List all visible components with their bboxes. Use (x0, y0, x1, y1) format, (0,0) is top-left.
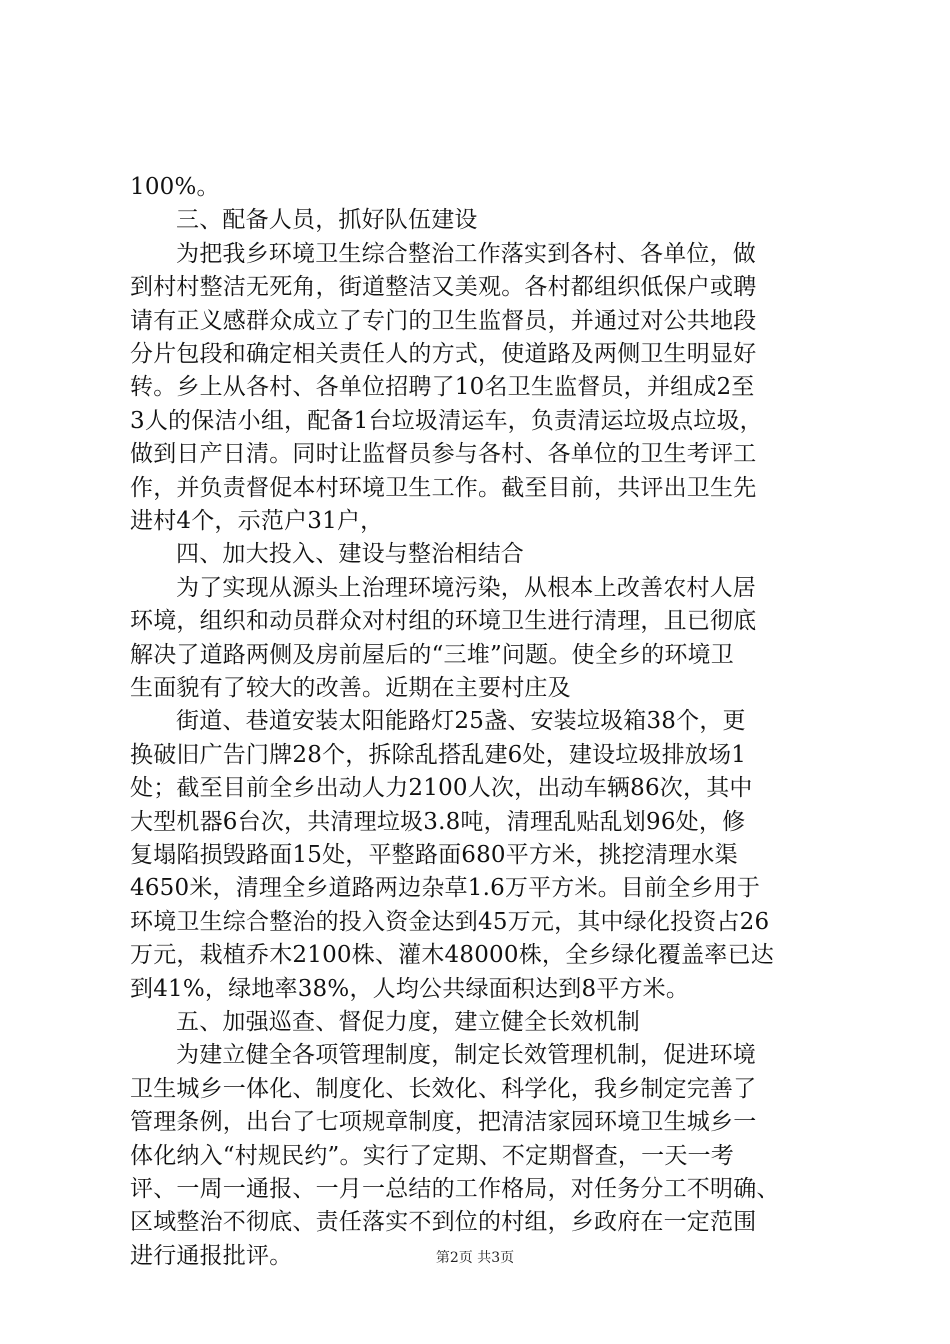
paragraph-line: 进村4个，示范户31户， (130, 508, 384, 534)
paragraph-line: 进行通报批评。 (130, 1242, 293, 1269)
paragraph-line: 环境，组织和动员群众对村组的环境卫生进行清理，且已彻底 (130, 608, 757, 635)
paragraph-line: 为把我乡环境卫生综合整治工作落实到各村、各单位，做 (176, 240, 756, 267)
paragraph-line: 解决了道路两侧及房前屋后的“三堆”问题。使全乡的环境卫 (130, 641, 734, 668)
paragraph-line: 处；截至目前全乡出动人力2100人次，出动车辆86次，其中 (130, 775, 753, 802)
paragraph-line: 复塌陷损毁路面15处，平整路面680平方米，挑挖清理水渠 (130, 842, 738, 868)
paragraph-line: 3人的保洁小组，配备1台垃圾清运车，负责清运垃圾点垃圾， (130, 407, 763, 434)
paragraph-line: 生面貌有了较大的改善。近期在主要村庄及 (130, 675, 571, 701)
paragraph-line: 4650米，清理全乡道路两边杂草1.6万平方米。目前全乡用于 (130, 875, 761, 902)
paragraph-line: 换破旧广告门牌28个，拆除乱搭乱建6处，建设垃圾排放场1 (130, 741, 747, 768)
page-footer: 第2页 共3页 (435, 1250, 515, 1266)
paragraph-line: 做到日产日清。同时让监督员参与各村、各单位的卫生考评工 (130, 441, 757, 468)
paragraph-line: 分片包段和确定相关责任人的方式，使道路及两侧卫生明显好 (130, 341, 757, 367)
paragraph-line: 大型机器6台次，共清理垃圾3.8吨，清理乱贴乱划96处，修 (130, 808, 746, 835)
paragraph-line: 请有正义感群众成立了专门的卫生监督员，并通过对公共地段 (130, 307, 757, 334)
paragraph-line: 区域整治不彻底、责任落实不到位的村组，乡政府在一定范围 (130, 1209, 757, 1236)
paragraph-line: 体化纳入“村规民约”。实行了定期、不定期督查，一天一考 (130, 1142, 734, 1169)
section-heading-5: 五、加强巡查、督促力度，建立健全长效机制 (176, 1009, 640, 1035)
paragraph-line: 万元，栽植乔木2100株、灌木48000株，全乡绿化覆盖率已达 (130, 942, 774, 969)
paragraph-line: 到村村整洁无死角，街道整洁又美观。各村都组织低保户或聘 (130, 274, 757, 301)
paragraph-line: 卫生城乡一体化、制度化、长效化、科学化，我乡制定完善了 (130, 1075, 757, 1102)
paragraph-line: 为了实现从源头上治理环境污染，从根本上改善农村人居 (176, 574, 756, 601)
paragraph-line: 100%。 (130, 174, 220, 200)
paragraph-line: 街道、巷道安装太阳能路灯25盏、安装垃圾箱38个，更 (176, 708, 746, 735)
paragraph-line: 作，并负责督促本村环境卫生工作。截至目前，共评出卫生先 (130, 474, 757, 501)
section-heading-4: 四、加大投入、建设与整治相结合 (176, 541, 524, 568)
section-heading-3: 三、配备人员，抓好队伍建设 (176, 207, 478, 234)
paragraph-line: 到41%，绿地率38%，人均公共绿面积达到8平方米。 (130, 975, 690, 1002)
paragraph-line: 评、一周一通报、一月一总结的工作格局，对任务分工不明确、 (130, 1176, 780, 1202)
paragraph-line: 管理条例，出台了七项规章制度，把清洁家园环境卫生城乡一 (130, 1109, 757, 1136)
paragraph-line: 为建立健全各项管理制度，制定长效管理机制，促进环境 (176, 1042, 756, 1069)
paragraph-line: 环境卫生综合整治的投入资金达到45万元，其中绿化投资占26 (130, 908, 770, 935)
paragraph-line: 转。乡上从各村、各单位招聘了10名卫生监督员，并组成2至 (130, 374, 755, 401)
